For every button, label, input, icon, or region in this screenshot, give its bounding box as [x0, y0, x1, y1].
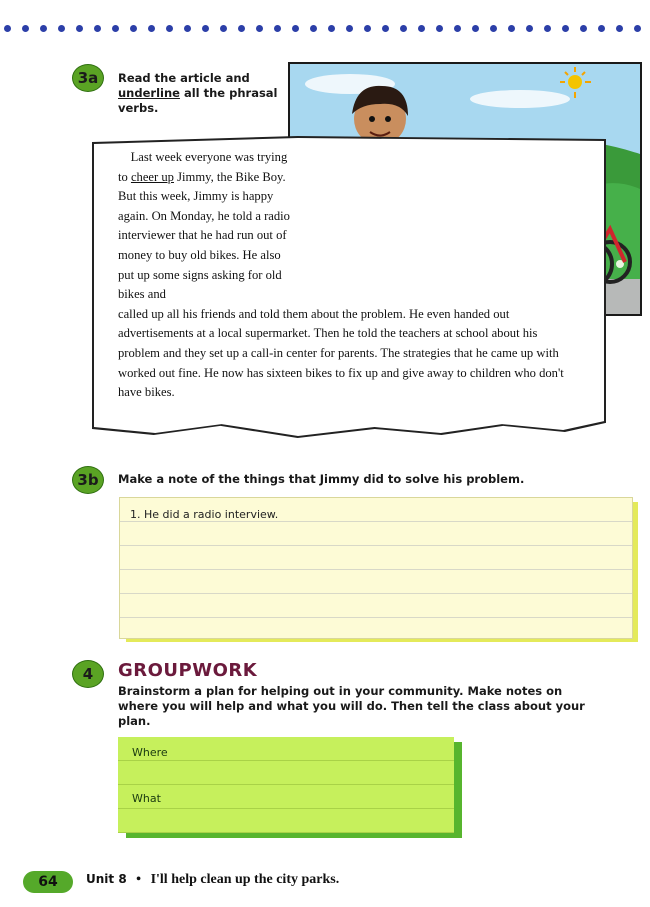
article-p1-underlined: cheer up: [130, 169, 174, 184]
border-dot: [220, 25, 227, 32]
border-dot: [256, 25, 263, 32]
border-dot: [598, 25, 605, 32]
article-paragraph-2: called up all his friends and told them about the problem. He even handed out advertisements at a local supermarket. Then he told the teachers at school about his problem and they set up a call-in center for parents. The strategies that he came up with worked out fine. He now has sixteen bikes to fix up and give away to children who don't have bikes.: [118, 306, 564, 400]
border-dot: [436, 25, 443, 32]
border-dot: [454, 25, 461, 32]
footer-unit-title: [86, 872, 339, 888]
exercise-3b-instruction: Make a note of the things that Jimmy did to solve his problem.: [118, 472, 525, 486]
border-dot: [22, 25, 29, 32]
instruction-text-pre: Read the article and: [118, 71, 250, 85]
border-dot: [184, 25, 191, 32]
instruction-text-underlined: underline: [118, 86, 180, 100]
border-dot: [418, 25, 425, 32]
border-dot: [238, 25, 245, 32]
border-dot: [274, 25, 281, 32]
border-dot: [292, 25, 299, 32]
border-dot: [148, 25, 155, 32]
instruction-text-post: all the phrasal verbs.: [118, 86, 278, 115]
groupwork-title: GROUPWORK: [118, 660, 258, 681]
article-p1-post: Jimmy, the Bike Boy. But this week, Jimmy is happy again. On Monday, he told a radio interviewer that he had run out of money to buy old bikes. He also put up some signs asking for old bikes and: [118, 169, 290, 302]
border-dot: [310, 25, 317, 32]
border-dot: [508, 25, 515, 32]
exercise-4-instruction: Brainstorm a plan for helping out in your community. Make notes on where you will help and what you will do. Then tell the class about your plan.: [118, 684, 585, 728]
border-dot: [382, 25, 389, 32]
border-dot: [112, 25, 119, 32]
footer-unit: Unit 8: [86, 872, 127, 886]
exercise-3a-badge: 3a: [72, 64, 104, 92]
exercise-3b-badge: 3b: [72, 466, 104, 494]
border-dot: [58, 25, 65, 32]
exercise-3a-instruction: [118, 71, 278, 116]
border-dot: [544, 25, 551, 32]
border-dot: [580, 25, 587, 32]
border-dot: [40, 25, 47, 32]
border-dot: [166, 25, 173, 32]
plan-box[interactable]: [118, 737, 454, 833]
exercise-4-badge: 4: [72, 660, 104, 688]
article-p1-pre: Last week everyone was trying to: [118, 150, 288, 184]
border-dot: [400, 25, 407, 32]
border-dot: [346, 25, 353, 32]
border-dot: [490, 25, 497, 32]
border-dot: [616, 25, 623, 32]
border-dot: [328, 25, 335, 32]
border-dot: [526, 25, 533, 32]
border-dot: [472, 25, 479, 32]
border-dot: [634, 25, 641, 32]
border-dot: [76, 25, 83, 32]
border-dot: [202, 25, 209, 32]
article-text: [118, 148, 578, 403]
border-dot: [94, 25, 101, 32]
footer-bullet: •: [136, 872, 142, 887]
where-label: Where: [132, 746, 168, 759]
border-dot: [562, 25, 569, 32]
border-dot: [4, 25, 11, 32]
footer-title: I'll help clean up the city parks.: [150, 872, 340, 887]
border-dot: [130, 25, 137, 32]
article-paragraph-1: [118, 148, 290, 305]
border-dot: [364, 25, 371, 32]
page-number: 64: [23, 871, 73, 893]
what-label: What: [132, 792, 161, 805]
note-line-1: 1. He did a radio interview.: [130, 508, 279, 521]
top-dot-border: [0, 25, 650, 35]
